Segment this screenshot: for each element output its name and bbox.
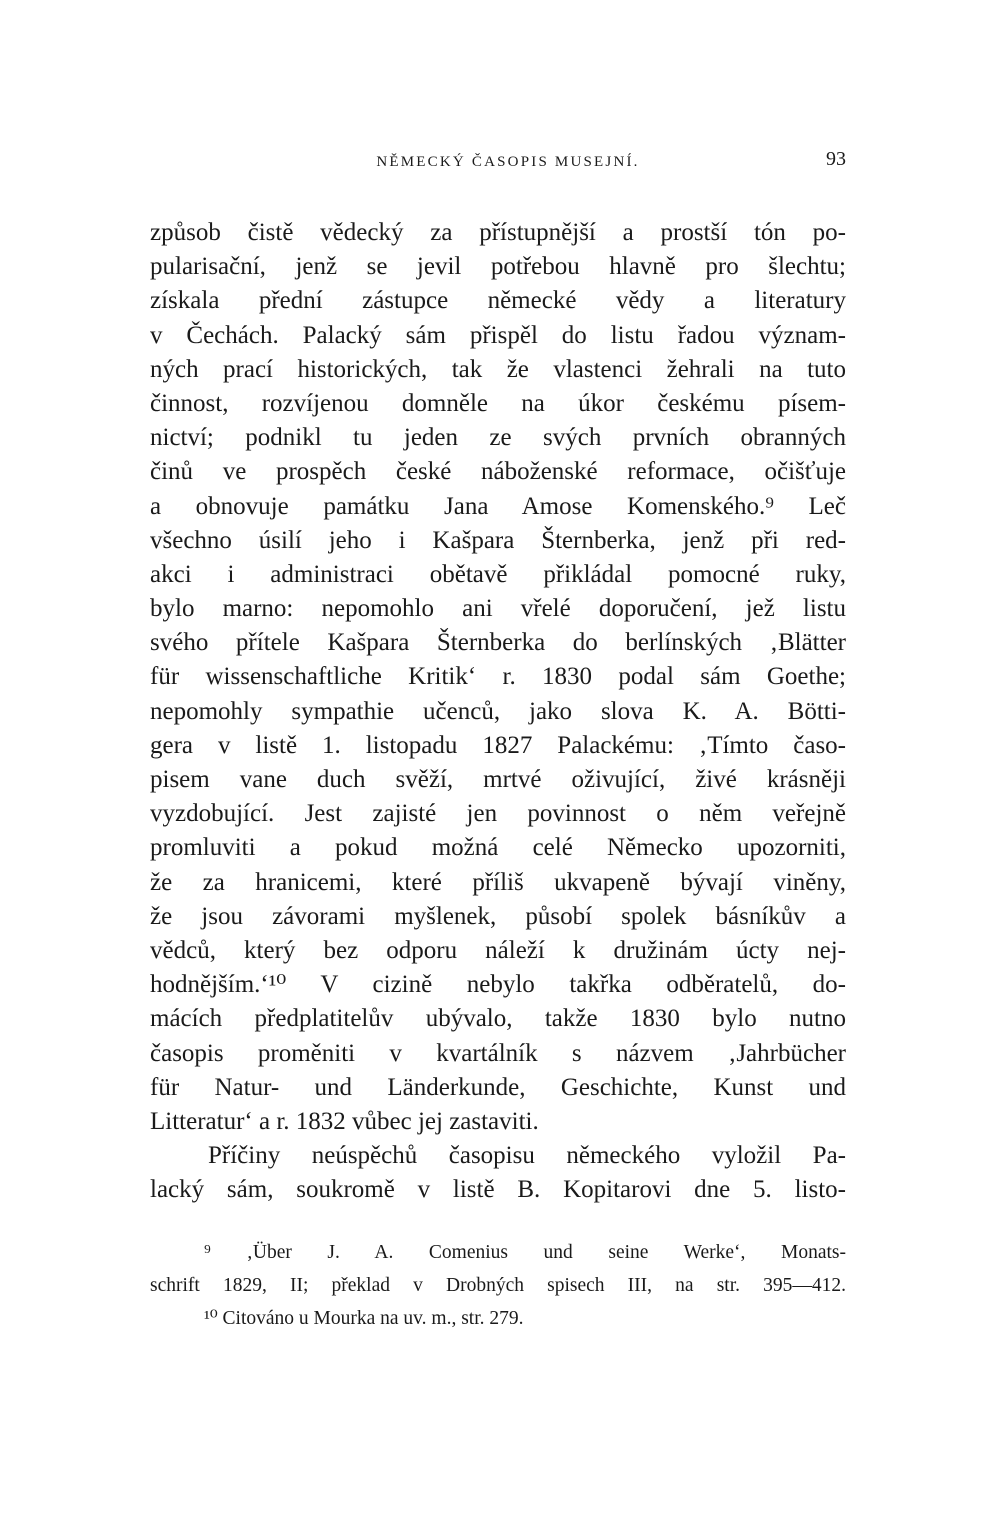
text-line: svého přítele Kašpara Šternberka do berlínských ‚Blätter [150,629,846,657]
text-line: vědců, který bez odporu náleží k družinám úcty nej- [150,936,846,964]
text-line: v Čechách. Palacký sám přispěl do listu řadou význam- [150,321,846,349]
footnote-10: ¹⁰ Citováno u Mourka na uv. m., str. 279. [204,1308,524,1329]
text-line: způsob čistě vědecký za přístupnější a prostší tón po- [150,219,846,246]
text-line: nepomohly sympathie učenců, jako slova K. A. Bötti- [150,697,846,725]
running-title: NĚMECKÝ ČASOPIS MUSEJNÍ. [376,154,640,170]
text-line: a obnovuje památku Jana Amose Komenského.⁹ Leč [150,492,846,520]
text-line: mácích předplatitelův ubývalo, takže 1830 bylo nutno [150,1005,846,1033]
text-line: akci i administraci obětavě přikládal pomocné ruky, [150,560,846,588]
text-line: činnost, rozvíjenou domněle na úkor českému písem- [150,389,846,417]
text-line: bylo marno: nepomohlo ani vřelé doporučení, jež listu [150,595,846,623]
text-line: činů ve prospěch české náboženské reformace, očišťuje [150,458,846,486]
text-line: že za hranicemi, které příliš ukvapeně bývají viněny, [150,868,846,896]
footnote-9-continuation: schrift 1829, II; překlad v Drobných spisech III, na str. 395—412. [150,1275,846,1296]
text-line: hodnějším.‘¹⁰ V cizině nebylo takřka odběratelů, do- [150,971,846,999]
text-line: promluviti a pokud možná celé Německo upozorniti, [150,834,846,862]
text-line: pisem vane duch svěží, mrtvé oživující, živé krásněji [150,766,846,793]
text-line: pularisační, jenž se jevil potřebou hlavně pro šlechtu; [150,253,846,281]
page-number: 93 [826,148,846,170]
text-line: für Natur- und Länderkunde, Geschichte, Kunst und [150,1073,846,1101]
text-line: že jsou závorami myšlenek, působí spolek básníkův a [150,902,846,930]
paragraph-first-line: Příčiny neúspěchů časopisu německého vyložil Pa- [208,1142,846,1170]
text-line: všechno úsilí jeho i Kašpara Šternberka, jenž při red- [150,526,846,554]
body-text [150,216,846,1207]
text-line: nictví; podnikl tu jeden ze svých prvních obranných [150,424,846,452]
text-line: ných prací historických, tak že vlastenci žehrali na tuto [150,355,846,383]
text-line: gera v listě 1. listopadu 1827 Palackému: ‚Tímto časo- [150,731,846,759]
paragraph-last-line: Litteratur‘ a r. 1832 vůbec jej zastaviti. [150,1107,539,1135]
footnotes [150,1236,846,1335]
text-line: vyzdobující. Jest zajisté jen povinnost o něm veřejně [150,800,846,828]
text-line: lacký sám, soukromě v listě B. Kopitarovi dne 5. listo- [150,1176,846,1204]
text-line: für wissenschaftliche Kritik‘ r. 1830 podal sám Goethe; [150,663,846,691]
text-line: časopis proměniti v kvartálník s názvem ‚Jahrbücher [150,1039,846,1067]
running-head [150,148,846,178]
text-line: získala přední zástupce německé vědy a literatury [150,287,846,315]
footnote-9: ⁹ ‚Über J. A. Comenius und seine Werke‘, Monats- [204,1242,846,1263]
